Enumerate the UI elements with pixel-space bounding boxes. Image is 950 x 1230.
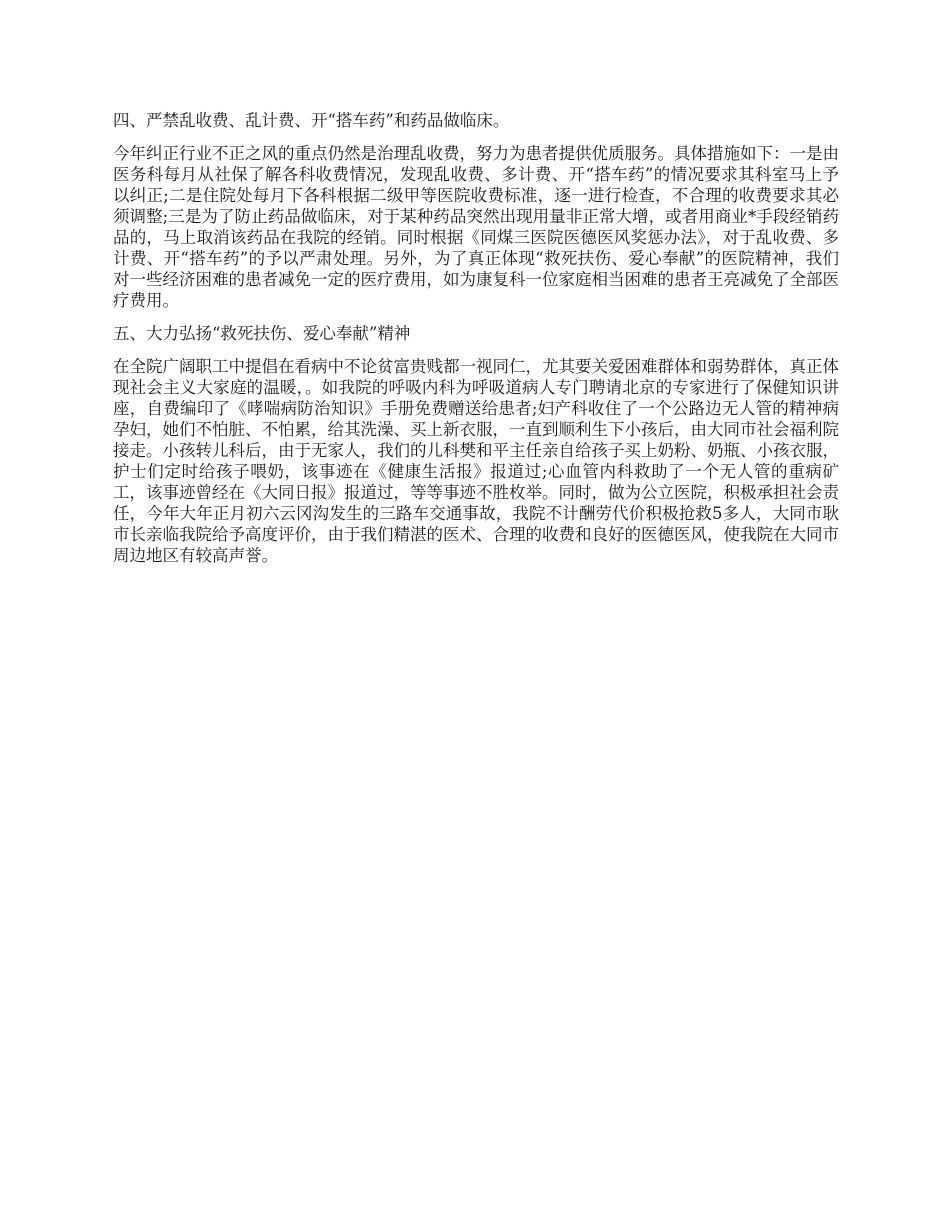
section-heading-4: 四、严禁乱收费、乱计费、开“搭车药”和药品做临床。 — [113, 111, 510, 130]
section-paragraph-5: 在全院广阔职工中提倡在看病中不论贫富贵贱都一视同仁，尤其要关爱困难群体和弱势群体，真正体现社会主义大家庭的温暖，。如我院的呼吸内科为呼吸道病人专门聘请北京的专家进行了保健知识讲座，自费编印了《哮喘病防治知识》手册免费赠送给患者;妇产科收住了一个公路边无人管的精神病孕妇，她们不怕脏、不怕累，给其洗澡、买上新衣服，一直到顺利生下小孩后，由大同市社会福利院接走。小孩转儿科后，由于无家人，我们的儿科樊和平主任亲自给孩子买上奶粉、奶瓶、小孩衣服，护士们定时给孩子喂奶，该事迹在《健康生活报》报道过;心血管内科救助了一个无人管的重病矿工，该事迹曾经在《大同日报》报道过，等等事迹不胜枚举。同时，做为公立医院，积极承担社会责任，今年大年正月初六云冈沟发生的三路车交通事故，我院不计酬劳代价积极抢救5多人，大同市耿市长亲临我院给予高度评价，由于我们精湛的医术、合理的收费和良好的医德医风，使我院在大同市周边地区有较高声誉。 — [113, 357, 839, 565]
section-heading-5: 五、大力弘扬“救死扶伤、爱心奉献”精神 — [113, 324, 411, 343]
document-page — [113, 110, 839, 578]
section-paragraph-4: 今年纠正行业不正之风的重点仍然是治理乱收费，努力为患者提供优质服务。具体措施如下：一是由医务科每月从社保了解各科收费情况，发现乱收费、多计费、开“搭车药”的情况要求其科室马上予以纠正;二是住院处每月下各科根据二级甲等医院收费标准，逐一进行检查，不合理的收费要求其必须调整;三是为了防止药品做临床，对于某种药品突然出现用量非正常大增，或者用商业*手段经销药品的，马上取消该药品在我院的经销。同时根据《同煤三医院医德医风奖惩办法》，对于乱收费、多计费、开“搭车药”的予以严肃处理。另外，为了真正体现“救死扶伤、爱心奉献”的医院精神，我们对一些经济困难的患者减免一定的医疗费用，如为康复科一位家庭相当困难的患者王亮减免了全部医疗费用。 — [113, 144, 839, 310]
